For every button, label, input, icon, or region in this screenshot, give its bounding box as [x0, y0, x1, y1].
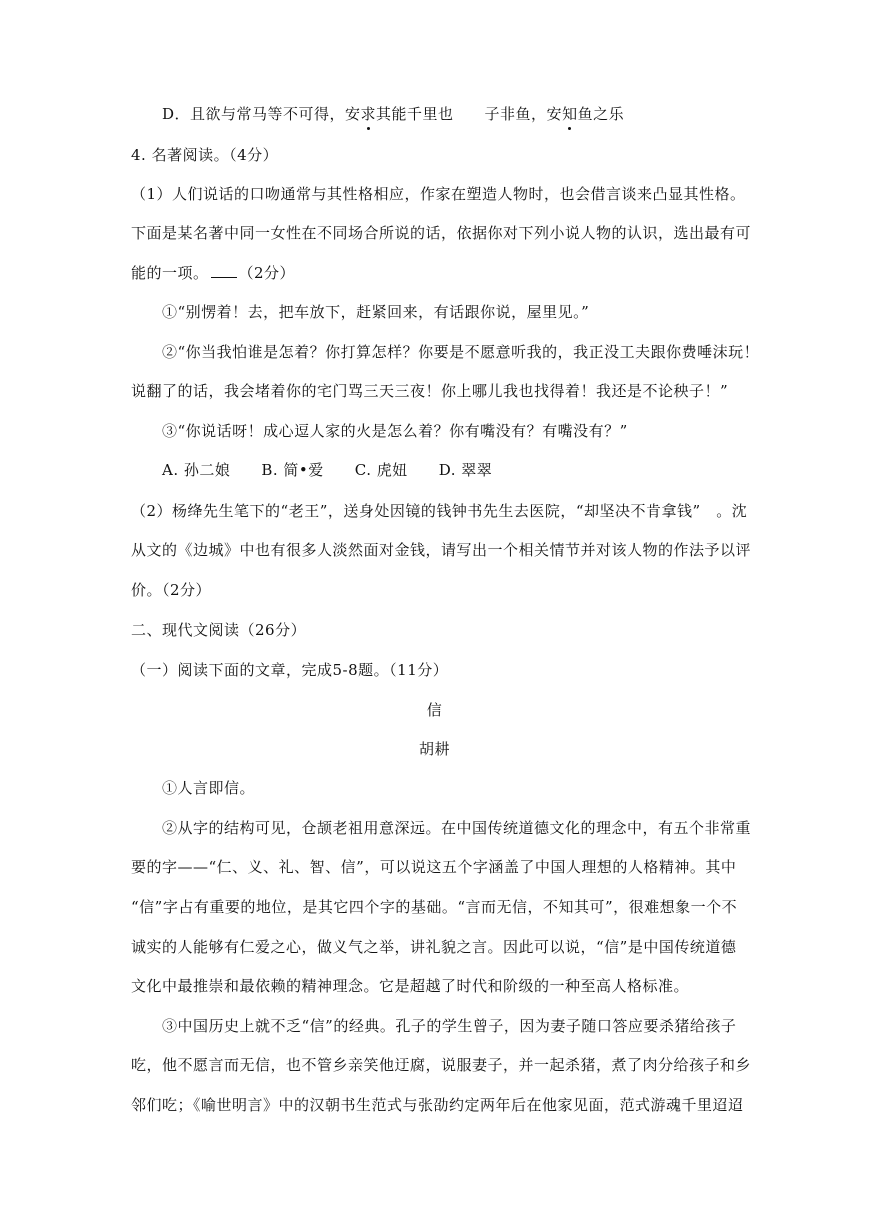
- article-title: 信: [426, 701, 443, 719]
- q4-options: A. 孙二娘 B. 简•爱 C. 虎妞 D. 翠翠: [162, 461, 493, 479]
- article-p3-line3: 邻们吃；《喻世明言》中的汉朝书生范式与张劭约定两年后在他家见面，范式游魂千里迢迢: [131, 1096, 744, 1114]
- article-author: 胡耕: [418, 740, 450, 758]
- article-p2-line3: “信”字占有重要的地位，是其它四个字的基础。“言而无信，不知其可”，很难想象一个不: [131, 898, 738, 916]
- q4-part2-line3: 价。（2分）: [131, 581, 212, 599]
- article-p2-line1: ②从字的结构可见，仓颉老祖用意深远。在中国传统道德文化的理念中，有五个非常重: [162, 819, 752, 837]
- article-p2-line4: 诚实的人能够有仁爱之心，做义气之举，讲礼貌之言。因此可以说，“信”是中国传统道德: [131, 938, 737, 956]
- q3-option-d: D．且欲与常马等不可得，安求其能千里也 子非鱼，安知鱼之乐: [162, 105, 625, 123]
- emphasis-dot-char: 知: [562, 105, 578, 123]
- q4-quote3: ③“你说话呀！成心逗人家的火是怎么着？你有嘴没有？有嘴没有？”: [162, 422, 628, 440]
- q4-part1-line1: （1）人们说话的口吻通常与其性格相应，作家在塑造人物时，也会借言谈来凸显其性格。: [131, 185, 746, 203]
- q4-heading: 4. 名著阅读。（4分）: [131, 146, 279, 164]
- section2-heading: 二、现代文阅读（26分）: [131, 621, 307, 639]
- article-p1: ①人言即信。: [162, 779, 256, 797]
- q4-part2-line2: 从文的《边城》中也有很多人淡然面对金钱，请写出一个相关情节并对该人物的作法予以评: [131, 541, 752, 559]
- q4-part2-line1: （2）杨绛先生笔下的“老王”，送身处因镜的钱钟书先生去医院，“却坚决不肯拿钱” 。沈: [131, 502, 748, 520]
- q4-quote2-line1: ②“你当我怕谁是怎着？你打算怎样？你要是不愿意听我的，我正没工夫跟你费唾沫玩！: [162, 343, 760, 361]
- section2-subheading: （一）阅读下面的文章，完成5-8题。（11分）: [131, 661, 449, 679]
- article-p3-line2: 吃，他不愿言而无信，也不管乡亲笑他迂腐，说服妻子，并一起杀猪，煮了肉分给孩子和乡: [131, 1056, 752, 1074]
- answer-blank: [211, 263, 237, 278]
- article-p2-line2: 要的字——“仁、义、礼、智、信”，可以说这五个字涵盖了中国人理想的人格精神。其中: [131, 858, 737, 876]
- q4-part1-line3: 能的一项。 （2分）: [131, 264, 296, 282]
- q4-quote1: ①“别愣着！去，把车放下，赶紧回来，有话跟你说，屋里见。”: [162, 303, 590, 321]
- q4-part1-line2: 下面是某名著中同一女性在不同场合所说的话，依据你对下列小说人物的认识，选出最有可: [131, 224, 752, 242]
- article-p2-line5: 文化中最推崇和最依赖的精神理念。它是超越了时代和阶级的一种至高人格标准。: [131, 977, 690, 995]
- emphasis-dot-char: 求: [360, 105, 377, 123]
- q4-quote2-line2: 说翻了的话，我会堵着你的宅门骂三天三夜！你上哪儿我也找得着！我还是不论秧子！”: [131, 382, 729, 400]
- article-p3-line1: ③中国历史上就不乏“信”的经典。孔子的学生曾子，因为妻子随口答应要杀猪给孩子: [162, 1017, 737, 1035]
